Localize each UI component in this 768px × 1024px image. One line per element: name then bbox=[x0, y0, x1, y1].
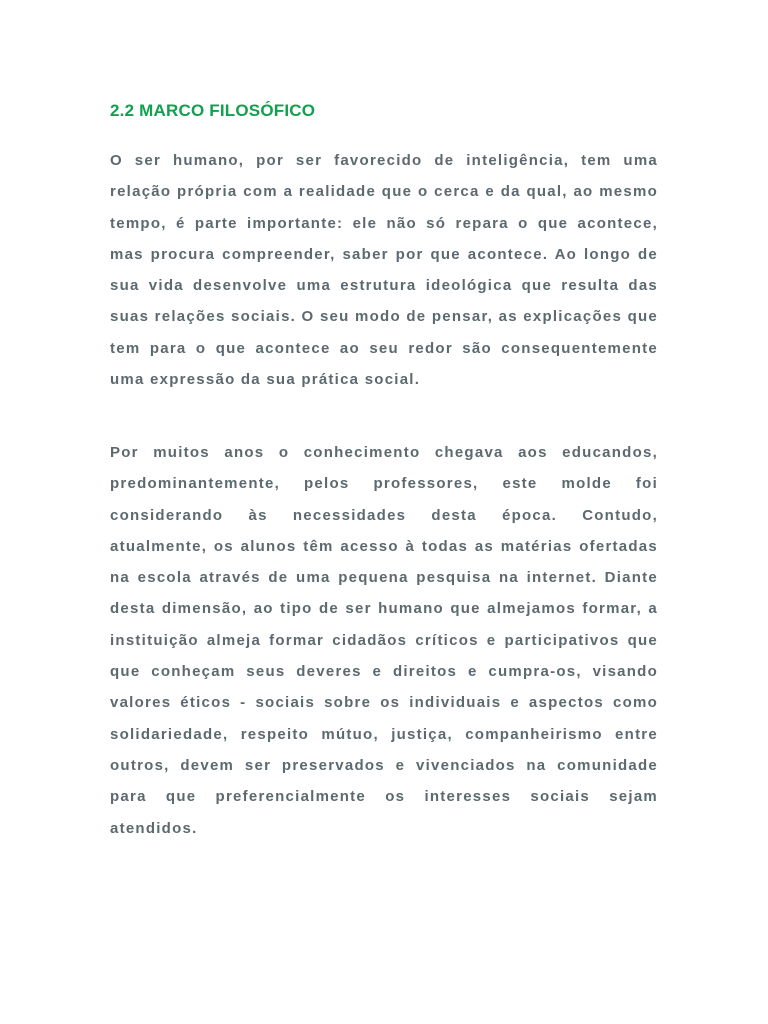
section-heading: 2.2 MARCO FILOSÓFICO bbox=[110, 101, 316, 120]
paragraph-1: O ser humano, por ser favorecido de inteligência, tem uma relação própria com a realidade que o cerca e da qual, ao mesmo tempo, é parte importante: ele não só repara o que acontece, mas procura compreender, saber por que acontece. Ao longo de sua vida desenvolve uma estrutura ideológica que resulta das suas relações sociais. O seu modo de pensar, as explicações que tem para o que acontece ao seu redor são consequentemente uma expressão da sua prática social. bbox=[110, 152, 658, 389]
paragraph-2: Por muitos anos o conhecimento chegava aos educandos, predominantemente, pelos professores, este molde foi considerando às necessidades desta época. Contudo, atualmente, os alunos têm acesso à todas as matérias ofertadas na escola através de uma pequena pesquisa na internet. Diante desta dimensão, ao tipo de ser humano que almejamos formar, a instituição almeja formar cidadãos críticos e participativos que que conheçam seus deveres e direitos e cumpra-os, visando valores éticos - sociais sobre os individuais e aspectos como solidariedade, respeito mútuo, justiça, companheirismo entre outros, devem ser preservados e vivenciados na comunidade para que preferencialmente os interesses sociais sejam atendidos. bbox=[110, 444, 658, 837]
